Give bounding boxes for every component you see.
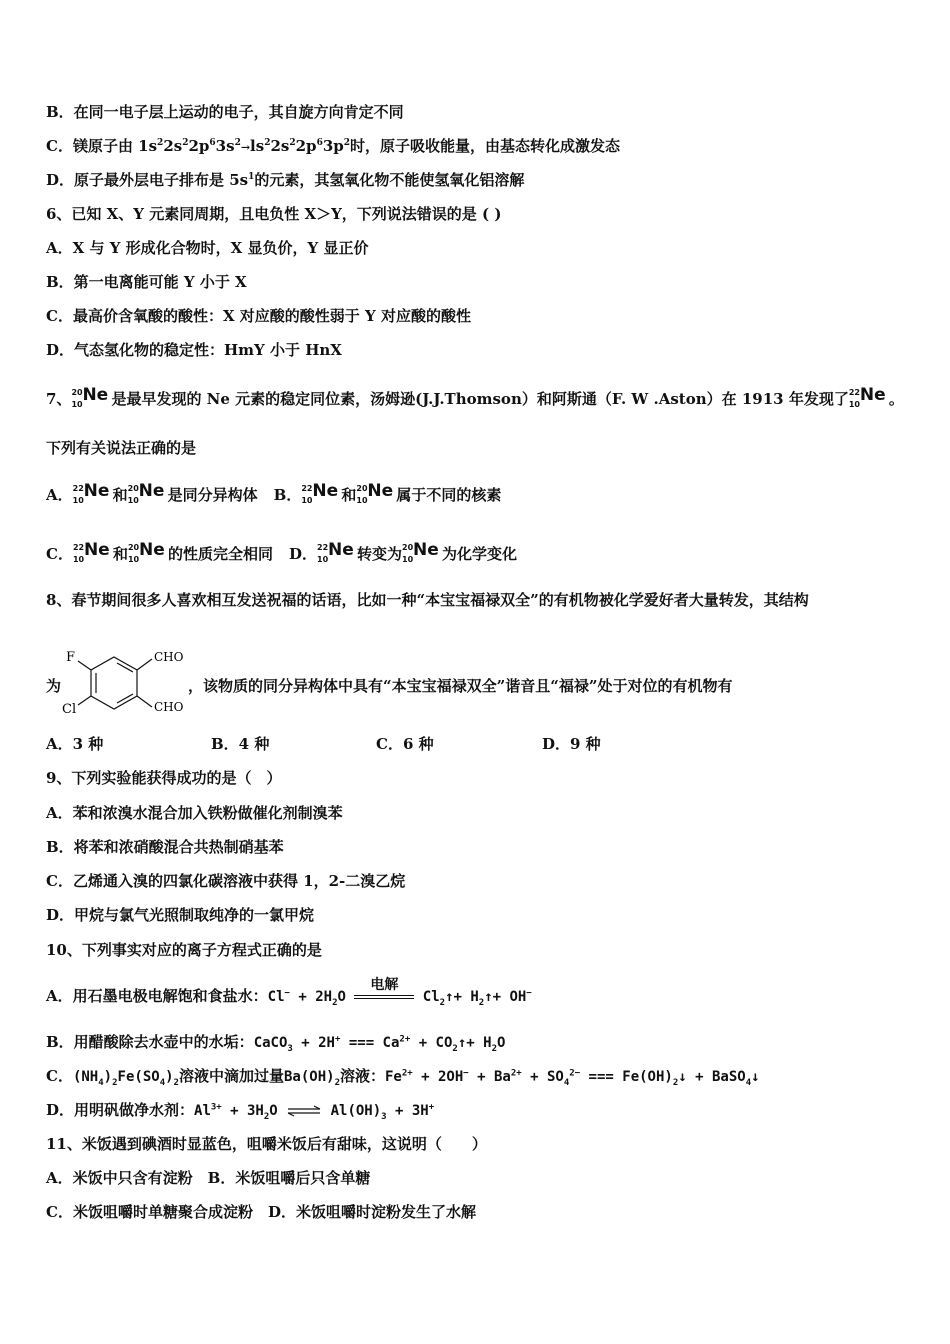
q11-stem: 11、米饭遇到碘酒时显蓝色，咀嚼米饭后有甜味，这说明（ ）	[46, 1135, 487, 1153]
q7-option-a-text: 是同分异构体	[167, 486, 258, 504]
fluorine-label: F	[66, 650, 76, 665]
q6-option-b: B．第一电离能可能 Y 小于 X	[46, 273, 247, 291]
q9-option-a: A．苯和浓溴水混合加入铁粉做催化剂制溴苯	[46, 804, 343, 822]
q8-stem-2: ，该物质的同分异构体中具有“本宝宝福禄双全”谐音且“福禄”处于对位的有机物有	[188, 677, 733, 695]
ne20-isotope-symbol: 20 10 Ne	[71, 385, 109, 409]
ne22-isotope-symbol: 22 10 Ne	[317, 540, 354, 564]
q6-option-c: C．最高价含氧酸的酸性：X 对应酸的酸性弱于 Y 对应酸的酸性	[46, 307, 471, 325]
q5-option-c: C．镁原子由 $1s^22s^22p^63s^2\to ls^22s^22p^63p^2$时，原子吸收能量，由基态转化成激发态	[46, 137, 621, 155]
q5-option-c-suffix: 时，原子吸收能量，由基态转化成激发态	[350, 137, 621, 155]
ne20-isotope-symbol: 20 10 Ne	[402, 540, 439, 564]
q7-option-b-text: 属于不同的核素	[396, 486, 502, 504]
q8-wei: 为	[46, 677, 62, 695]
ne20-isotope-symbol: 20 10 Ne	[127, 540, 165, 564]
q10-option-a: A．用石墨电极电解饱和食盐水：$Cl^- + 2H_2O$ 电解 $Cl_2↑+$ $H_2↑+ OH^-$	[46, 977, 532, 1008]
q10-option-b: B．用醋酸除去水壶中的水垢：CaCO$_3$ + 2H+ === $Ca^{2+}$ + $CO_2↑+ H_2O$	[46, 1033, 506, 1054]
q7-options-ab: A． 22 10 Ne 和 20 10 Ne 是同分异构体 B． 22 10 Ne 和 20 10 Ne 属于不同的核素	[46, 481, 502, 505]
q5-option-c-prefix: C．镁原子由 1s	[46, 137, 158, 155]
benzene-structure-diagram	[60, 645, 190, 717]
q8-stem: 8、春节期间很多人喜欢相互发送祝福的话语，比如一种“本宝宝福禄双全”的有机物被化学爱好者大量转发，其结构	[46, 591, 809, 609]
reversible-arrow-icon	[286, 1105, 322, 1117]
q6-stem: 6、已知 X、Y 元素同周期，且电负性 X＞Y，下列说法错误的是 ( )	[46, 205, 502, 223]
q9-option-b: B．将苯和浓硝酸混合共热制硝基苯	[46, 838, 284, 856]
q5-option-d: D．原子最外层电子排布是 $5s^1$的元素，其氢氧化物不能使氢氧化铝溶解	[46, 171, 525, 189]
q10-stem: 10、下列事实对应的离子方程式正确的是	[46, 941, 322, 959]
ne20-isotope-symbol: 20 10 Ne	[356, 481, 394, 505]
q11-options-ab: A．米饭中只含有淀粉 B．米饭咀嚼后只含单糖	[46, 1169, 371, 1187]
ne20-isotope-symbol: 20 10 Ne	[127, 481, 165, 505]
q9-option-c: C．乙烯通入溴的四氯化碳溶液中获得 1，2-二溴乙烷	[46, 872, 406, 890]
q5-option-b: B．在同一电子层上运动的电子，其自旋方向肯定不同	[46, 103, 404, 121]
q10-option-c: C．$(NH_4)_2Fe(SO_4)_2$溶液中滴加过量$Ba(OH)_2$溶液：$Fe^{2+} + 2OH^- + Ba^{2+} + SO_4^{2-}$ === $Fe(OH)_2↓$ + BaSO$_4$↓	[46, 1067, 760, 1088]
chlorine-label: Cl	[62, 702, 77, 717]
q8-option-c: C．6 种	[376, 735, 434, 753]
ne22-isotope-symbol: 22 10 Ne	[848, 385, 886, 409]
q9-stem: 9、下列实验能获得成功的是（ ）	[46, 769, 282, 787]
q5-option-d-suffix: 的元素，其氢氧化物不能使氢氧化铝溶解	[254, 171, 525, 189]
ne22-isotope-symbol: 22 10 Ne	[301, 481, 339, 505]
q7-option-c-text: 的性质完全相同	[167, 545, 273, 563]
cho-label-top: CHO	[154, 650, 184, 664]
q6-option-a: A．X 与 Y 形成化合物时，X 显负价，Y 显正价	[46, 239, 369, 257]
q7-number: 7、	[46, 390, 72, 408]
q8-option-b: B．4 种	[211, 735, 270, 753]
q7-stem-2: 下列有关说法正确的是	[46, 439, 197, 457]
q9-option-d: D．甲烷与氯气光照制取纯净的一氯甲烷	[46, 906, 315, 924]
q7-stem: 7、 20 10 Ne 是最早发现的 Ne 元素的稳定同位素，汤姆逊(J.J.Thomson）和阿斯通（F. W .Aston）在 1913 年发现了 22 10 Ne 。	[46, 385, 904, 409]
q7-option-d-text: 为化学变化	[442, 545, 518, 563]
q6-option-d: D．气态氢化物的稳定性：HmY 小于 HnX	[46, 341, 342, 359]
q7-stem-text: 是最早发现的 Ne 元素的稳定同位素，汤姆逊(J.J.Thomson）和阿斯通（F. W .Aston）在 1913 年发现了	[111, 390, 849, 408]
q11-options-cd: C．米饭咀嚼时单糖聚合成淀粉 D．米饭咀嚼时淀粉发生了水解	[46, 1203, 476, 1221]
ne22-isotope-symbol: 22 10 Ne	[72, 540, 110, 564]
q8-option-a: A．3 种	[46, 735, 104, 753]
q5-option-d-prefix: D．原子最外层电子排布是 5s	[46, 171, 249, 189]
ne22-isotope-symbol: 22 10 Ne	[72, 481, 110, 505]
q7-options-cd: C． 22 10 Ne 和 20 10 Ne 的性质完全相同 D． 22 10 Ne 转变为 20 10 Ne 为化学变化	[46, 540, 518, 564]
cho-label-bottom: CHO	[154, 700, 184, 714]
q8-option-d: D．9 种	[542, 735, 601, 753]
q10-option-d: D．用明矾做净水剂：$Al^{3+} + 3H_2O$ $Al(OH)_3 + 3H^+$	[46, 1101, 435, 1122]
electrolysis-condition-sign: 电解	[354, 987, 414, 1007]
